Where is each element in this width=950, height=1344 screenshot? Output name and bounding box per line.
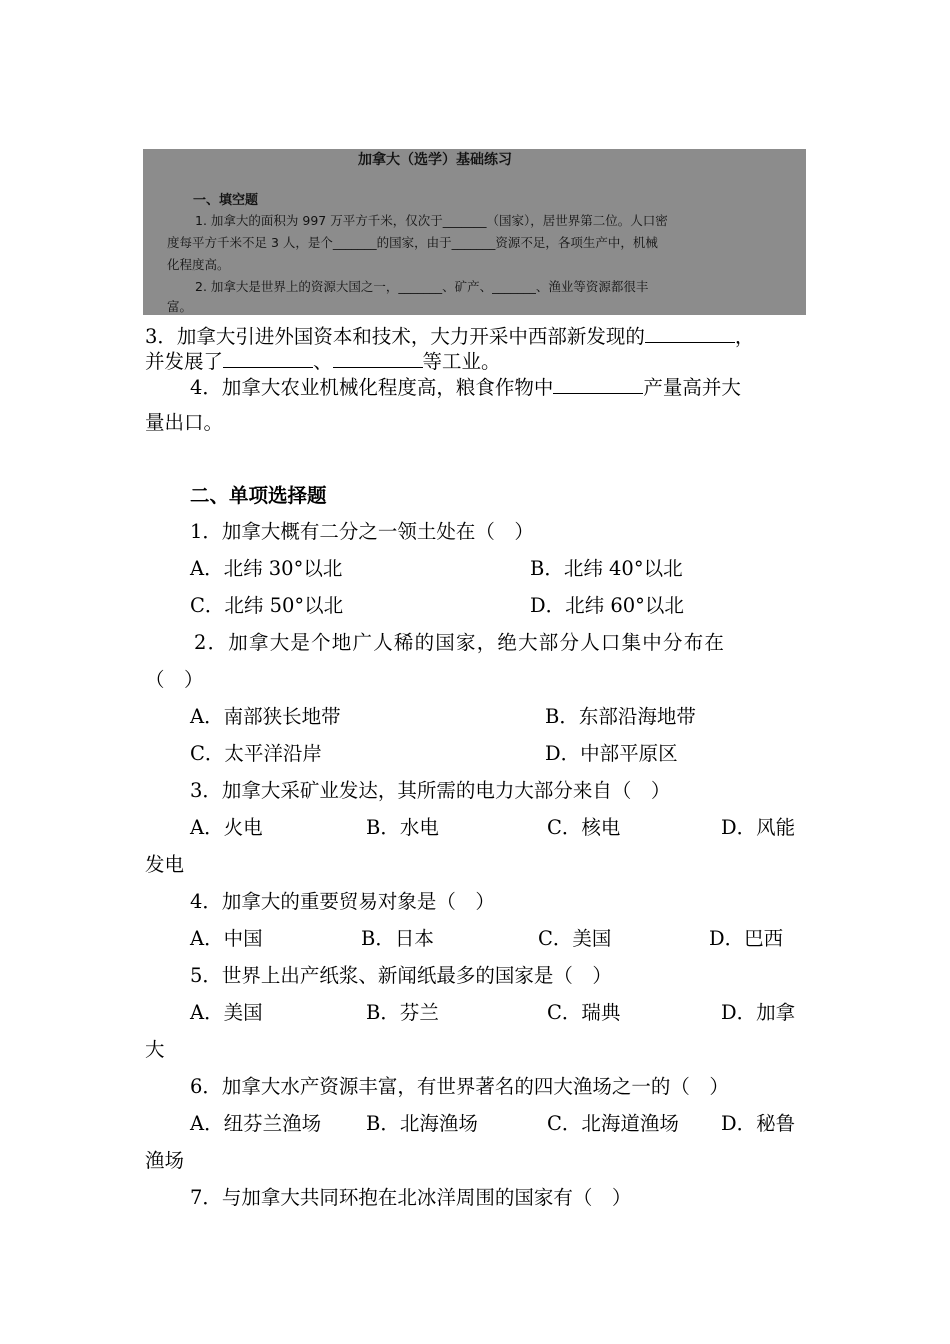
- section-heading-choice: 二、单项选择题: [190, 484, 327, 507]
- option-d[interactable]: D．北纬 60°以北: [530, 594, 684, 617]
- option-b[interactable]: B．水电: [366, 816, 439, 839]
- question-text: 4．加拿大农业机械化程度高，粮食作物中: [190, 376, 554, 399]
- punctuation: 、: [313, 350, 333, 373]
- scan-line: 富。: [167, 299, 193, 314]
- fill-question-3-line-1: [145, 324, 754, 349]
- scan-line: 1. 加拿大的面积为 997 万平方千米，仅次于_______（国家），居世界第二位。人口密: [195, 213, 668, 228]
- option-b[interactable]: B．北纬 40°以北: [530, 557, 683, 580]
- scan-section-heading: 一、填空题: [193, 193, 259, 208]
- option-a[interactable]: A．纽芬兰渔场: [190, 1112, 322, 1135]
- fill-question-4-line-2: 量出口。: [145, 411, 224, 434]
- option-a[interactable]: A．北纬 30°以北: [190, 557, 343, 580]
- question-text: 并发展了: [145, 350, 224, 373]
- choice-question-5: 5．世界上出产纸浆、新闻纸最多的国家是（ ）: [190, 964, 612, 987]
- punctuation: ，: [734, 325, 755, 348]
- option-a[interactable]: A．中国: [190, 927, 263, 950]
- option-d[interactable]: D．秘鲁: [721, 1112, 796, 1135]
- answer-blank[interactable]: [223, 349, 313, 368]
- answer-blank[interactable]: [645, 324, 735, 343]
- option-c[interactable]: C．北海道渔场: [547, 1112, 679, 1135]
- choice-question-4: 4．加拿大的重要贸易对象是（ ）: [190, 890, 495, 913]
- fill-question-3-line-2: [145, 349, 501, 374]
- option-d[interactable]: D．巴西: [709, 927, 784, 950]
- answer-blank[interactable]: [333, 349, 423, 368]
- option-b[interactable]: B．北海渔场: [366, 1112, 478, 1135]
- option-a[interactable]: A．火电: [190, 816, 263, 839]
- question-text: 产量高并大: [643, 376, 741, 399]
- answer-blank[interactable]: [553, 375, 643, 394]
- scanned-excerpt-image: [143, 149, 806, 315]
- option-d-cont: 渔场: [145, 1149, 185, 1172]
- option-d[interactable]: D．加拿: [721, 1001, 796, 1024]
- fill-question-4-line-1: [190, 375, 741, 400]
- option-a[interactable]: A．南部狭长地带: [190, 705, 341, 728]
- option-b[interactable]: B．芬兰: [366, 1001, 439, 1024]
- choice-question-2-cont: （ ）: [145, 668, 204, 691]
- scan-line: 度每平方千米不足 3 人，是个_______的国家，由于_______资源不足，各项生产中，机械: [167, 235, 658, 250]
- option-c[interactable]: C．太平洋沿岸: [190, 742, 322, 765]
- scan-line: 化程度高。: [167, 257, 230, 272]
- option-d[interactable]: D．中部平原区: [545, 742, 678, 765]
- option-d-cont: 发电: [145, 853, 185, 876]
- question-text: 等工业。: [422, 350, 501, 373]
- scan-line: 2. 加拿大是世界上的资源大国之一，_______、矿产、_______、渔业等资源都很丰: [195, 279, 649, 294]
- choice-question-6: 6．加拿大水产资源丰富，有世界著名的四大渔场之一的（ ）: [190, 1075, 729, 1098]
- option-a[interactable]: A．美国: [190, 1001, 263, 1024]
- scan-title: 加拿大（选学）基础练习: [358, 152, 512, 168]
- option-d[interactable]: D．风能: [721, 816, 796, 839]
- choice-question-1: 1．加拿大概有二分之一领土处在（ ）: [190, 520, 534, 543]
- choice-question-2: 2．加拿大是个地广人稀的国家，绝大部分人口集中分布在: [194, 631, 726, 654]
- question-text: 3．加拿大引进外国资本和技术，大力开采中西部新发现的: [145, 325, 645, 348]
- option-b[interactable]: B．日本: [361, 927, 434, 950]
- option-c[interactable]: C．瑞典: [547, 1001, 621, 1024]
- option-c[interactable]: C．美国: [538, 927, 612, 950]
- choice-question-7: 7．与加拿大共同环抱在北冰洋周围的国家有（ ）: [190, 1186, 632, 1209]
- choice-question-3: 3．加拿大采矿业发达，其所需的电力大部分来自（ ）: [190, 779, 671, 802]
- option-c[interactable]: C．北纬 50°以北: [190, 594, 344, 617]
- option-b[interactable]: B．东部沿海地带: [545, 705, 696, 728]
- option-d-cont: 大: [145, 1038, 165, 1061]
- option-c[interactable]: C．核电: [547, 816, 621, 839]
